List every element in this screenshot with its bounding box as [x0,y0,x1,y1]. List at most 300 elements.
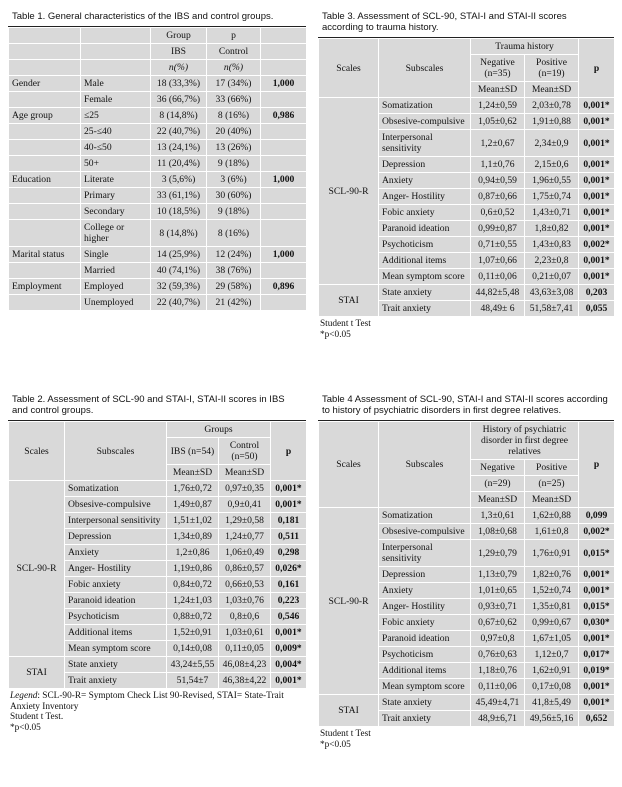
table2-groups-header: Groups [167,422,271,438]
table4-caption: Table 4 Assessment of SCL-90, STAI-I and STAI-II scores according to history of psychiatric disorders in first degree relatives. [318,391,614,421]
group1-mean-sd: 1,13±0,79 [471,567,525,583]
table4-scales-header: Scales [319,422,379,508]
control-value: 38 (76%) [207,263,261,279]
table-row [9,204,307,220]
scale-label-scl90r: SCL-90-R [319,508,379,695]
p-value: 0,001* [579,98,615,114]
group1-mean-sd: 0,14±0,08 [167,641,219,657]
table-row [9,76,307,92]
row-subcategory: 50+ [81,156,151,172]
group1-mean-sd: 1,08±0,68 [471,524,525,540]
row-category [9,263,81,279]
group1-mean-sd: 1,76±0,72 [167,481,219,497]
table3-group-header: Trauma history [471,39,579,55]
table-row [9,156,307,172]
subscale-name: Mean symptom score [379,269,471,285]
group1-mean-sd: 0,11±0,06 [471,679,525,695]
p-value: 0,001* [579,221,615,237]
group1-mean-sd: 1,24±0,59 [471,98,525,114]
row-category [9,92,81,108]
row-subcategory: 25-≤40 [81,124,151,140]
table1-ibs-header: IBS [151,44,207,60]
group1-mean-sd: 0,71±0,55 [471,237,525,253]
row-subcategory: 40-≤50 [81,140,151,156]
group1-mean-sd: 1,1±0,76 [471,157,525,173]
group2-mean-sd: 1,96±0,55 [525,173,579,189]
group1-mean-sd: 48,49± 6 [471,301,525,317]
table3-scales-header: Scales [319,39,379,98]
subscale-name: Paranoid ideation [379,221,471,237]
table2-notes [8,689,306,735]
table2-panel [8,391,306,735]
subscale-name: Mean symptom score [65,641,167,657]
subscale-name: Additional items [379,663,471,679]
subscale-name: Anger- Hostility [379,599,471,615]
row-subcategory: Single [81,247,151,263]
group1-mean-sd: 1,2±0,86 [167,545,219,561]
subscale-name: Interpersonal sensitivity [65,513,167,529]
p-value: 0,001* [271,481,307,497]
subscale-name: Anxiety [379,173,471,189]
row-category [9,140,81,156]
group1-mean-sd: 1,24±1,03 [167,593,219,609]
group2-mean-sd: 46,08±4,23 [219,657,271,673]
control-value: 13 (26%) [207,140,261,156]
scale-label-stai: STAI [319,695,379,727]
subscale-name: State anxiety [65,657,167,673]
table1-header-row [9,28,307,44]
group2-mean-sd: 1,03±0,61 [219,625,271,641]
ibs-value: 14 (25,9%) [151,247,207,263]
p-value: 0,001* [271,625,307,641]
table-row [9,279,307,295]
group2-mean-sd: 1,12±0,7 [525,647,579,663]
ibs-value: 11 (20,4%) [151,156,207,172]
subscale-name: Psychoticism [379,647,471,663]
subscale-name: Anxiety [379,583,471,599]
table3-panel [318,8,614,342]
group2-mean-sd: 1,61±0,8 [525,524,579,540]
table3-caption: Table 3. Assessment of SCL-90, STAI-I and STAI-II scores according to trauma history. [318,8,614,38]
scale-label-stai: STAI [319,285,379,317]
group1-mean-sd: 0,97±0,8 [471,631,525,647]
subscale-name: Additional items [379,253,471,269]
group1-mean-sd: 1,19±0,86 [167,561,219,577]
p-value: 0,546 [271,609,307,625]
table-row [319,98,615,114]
subscale-name: Mean symptom score [379,679,471,695]
table4 [318,421,614,727]
row-category [9,124,81,140]
p-value [261,92,307,108]
subscale-name: Depression [379,567,471,583]
p-value: 0,001* [579,695,615,711]
table4-mean-sd: Mean±SD [525,492,579,508]
subscale-name: Obsesive-compulsive [379,114,471,130]
row-category: Employment [9,279,81,295]
group1-mean-sd: 0,6±0,52 [471,205,525,221]
p-value: 0,004* [271,657,307,673]
ibs-value: 32 (59,3%) [151,279,207,295]
ibs-value: 40 (74,1%) [151,263,207,279]
group1-mean-sd: 1,3±0,61 [471,508,525,524]
p-value: 0,001* [579,173,615,189]
p-value: 0,001* [579,205,615,221]
table4-body [319,508,615,727]
group2-mean-sd: 1,82±0,76 [525,567,579,583]
p-value: 0,015* [579,599,615,615]
table3-notes [318,317,614,342]
group1-mean-sd: 0,88±0,72 [167,609,219,625]
table3-subscales-header: Subscales [379,39,471,98]
p-value: 0,652 [579,711,615,727]
table4-panel [318,391,614,752]
table4-negative-header: Negative [471,460,525,476]
table4-note-test: Student t Test [320,729,371,739]
row-category [9,295,81,311]
control-value: 8 (16%) [207,108,261,124]
p-value: 0,015* [579,540,615,567]
table2-note-p: *p<0.05 [10,722,41,733]
table-row [9,172,307,188]
row-subcategory: Unemployed [81,295,151,311]
row-category [9,204,81,220]
subscale-name: Paranoid ideation [65,593,167,609]
table4-p-header: p [579,422,615,508]
subscale-name: Depression [65,529,167,545]
group2-mean-sd: 2,34±0,9 [525,130,579,157]
p-value: 0,001* [579,253,615,269]
p-value: 1,000 [261,172,307,188]
ibs-value: 22 (40,7%) [151,295,207,311]
group2-mean-sd: 1,67±1,05 [525,631,579,647]
p-value: 0,001* [579,631,615,647]
table1-n-percent: n(%) [151,60,207,76]
table2-mean-sd: Mean±SD [167,465,219,481]
control-value: 17 (34%) [207,76,261,92]
table1-control-header: Control [207,44,261,60]
p-value: 0,026* [271,561,307,577]
p-value: 0,002* [579,524,615,540]
table2-subscales-header: Subscales [65,422,167,481]
row-subcategory: Literate [81,172,151,188]
row-subcategory: Married [81,263,151,279]
group2-mean-sd: 2,15±0,6 [525,157,579,173]
row-subcategory: Female [81,92,151,108]
table1-unit-row [9,60,307,76]
p-value: 1,000 [261,247,307,263]
p-value: 0,986 [261,108,307,124]
table1-caption: Table 1. General characteristics of the IBS and control groups. [8,8,306,27]
row-category: Age group [9,108,81,124]
subscale-name: Anger- Hostility [379,189,471,205]
table4-subscales-header: Subscales [379,422,471,508]
group2-mean-sd: 1,43±0,71 [525,205,579,221]
p-value: 0,001* [579,269,615,285]
subscale-name: Depression [379,157,471,173]
table3-note-test: Student t Test [320,319,371,329]
group1-mean-sd: 0,76±0,63 [471,647,525,663]
group2-mean-sd: 1,06±0,49 [219,545,271,561]
p-value [261,295,307,311]
control-value: 33 (66%) [207,92,261,108]
p-value: 0,203 [579,285,615,301]
group2-mean-sd: 0,9±0,41 [219,497,271,513]
group2-mean-sd: 41,8±5,49 [525,695,579,711]
table3-p-header: p [579,39,615,98]
p-value: 0,001* [579,567,615,583]
table-row [9,140,307,156]
p-value [261,124,307,140]
table1-n-percent: n(%) [207,60,261,76]
subscale-name: Paranoid ideation [379,631,471,647]
group1-mean-sd: 0,93±0,71 [471,599,525,615]
subscale-name: State anxiety [379,285,471,301]
scale-label-scl90r: SCL-90-R [319,98,379,285]
ibs-value: 3 (5,6%) [151,172,207,188]
control-value: 21 (42%) [207,295,261,311]
p-value [261,188,307,204]
group1-mean-sd: 0,99±0,87 [471,221,525,237]
group2-mean-sd: 0,66±0,53 [219,577,271,593]
subscale-name: Fobic anxiety [65,577,167,593]
group2-mean-sd: 1,29±0,58 [219,513,271,529]
group2-mean-sd: 1,75±0,74 [525,189,579,205]
table-row [9,220,307,247]
table3 [318,38,614,317]
table-row [9,263,307,279]
row-subcategory: Male [81,76,151,92]
subscale-name: Trait anxiety [379,711,471,727]
subscale-name: Interpersonal sensitivity [379,130,471,157]
table4-note-p: *p<0.05 [320,739,351,750]
control-value: 9 (18%) [207,204,261,220]
table1-body [9,76,307,311]
group2-mean-sd: 0,21±0,07 [525,269,579,285]
row-category [9,188,81,204]
control-value: 8 (16%) [207,220,261,247]
table2-mean-sd: Mean±SD [219,465,271,481]
row-category: Gender [9,76,81,92]
group2-mean-sd: 0,17±0,08 [525,679,579,695]
group2-mean-sd: 0,99±0,67 [525,615,579,631]
p-value: 1,000 [261,76,307,92]
table-row [9,247,307,263]
group1-mean-sd: 1,29±0,79 [471,540,525,567]
group1-mean-sd: 0,67±0,62 [471,615,525,631]
table4-mean-sd: Mean±SD [471,492,525,508]
subscale-name: Obsesive-compulsive [379,524,471,540]
table3-negative-header: Negative (n=35) [471,55,525,82]
p-value: 0,002* [579,237,615,253]
table-row [9,124,307,140]
group2-mean-sd: 1,35±0,81 [525,599,579,615]
control-value: 3 (6%) [207,172,261,188]
table3-body [319,98,615,317]
p-value: 0,001* [579,583,615,599]
table1-p-header: p [207,28,261,44]
table2 [8,421,306,689]
control-value: 30 (60%) [207,188,261,204]
ibs-value: 13 (24,1%) [151,140,207,156]
table-row [319,508,615,524]
group2-mean-sd: 51,58±7,41 [525,301,579,317]
table4-positive-n: (n=25) [525,476,579,492]
p-value: 0,001* [271,497,307,513]
table4-group-header: History of psychiatric disorder in first degree relatives [471,422,579,460]
p-value: 0,298 [271,545,307,561]
group2-mean-sd: 1,52±0,74 [525,583,579,599]
control-value: 20 (40%) [207,124,261,140]
table2-ibs-header: IBS (n=54) [167,438,219,465]
table3-mean-sd: Mean±SD [471,82,525,98]
table-row [9,92,307,108]
p-value: 0,223 [271,593,307,609]
p-value: 0,896 [261,279,307,295]
p-value [261,156,307,172]
group1-mean-sd: 51,54±7 [167,673,219,689]
group2-mean-sd: 1,91±0,88 [525,114,579,130]
group2-mean-sd: 1,62±0,88 [525,508,579,524]
ibs-value: 36 (66,7%) [151,92,207,108]
table2-note-test: Student t Test. [10,712,64,722]
group1-mean-sd: 0,94±0,59 [471,173,525,189]
table-row [319,285,615,301]
subscale-name: Somatization [65,481,167,497]
row-category [9,156,81,172]
p-value: 0,181 [271,513,307,529]
subscale-name: Interpersonal sensitivity [379,540,471,567]
table4-notes [318,727,614,752]
p-value [261,204,307,220]
p-value: 0,001* [579,189,615,205]
group2-mean-sd: 46,38±4,22 [219,673,271,689]
row-category: Marital status [9,247,81,263]
group2-mean-sd: 1,8±0,82 [525,221,579,237]
p-value: 0,001* [579,130,615,157]
p-value: 0,055 [579,301,615,317]
group2-mean-sd: 0,11±0,05 [219,641,271,657]
p-value: 0,099 [579,508,615,524]
p-value: 0,511 [271,529,307,545]
group1-mean-sd: 1,49±0,87 [167,497,219,513]
scale-label-scl90r: SCL-90-R [9,481,65,657]
group1-mean-sd: 43,24±5,55 [167,657,219,673]
group1-mean-sd: 45,49±4,71 [471,695,525,711]
group1-mean-sd: 0,11±0,06 [471,269,525,285]
row-category: Education [9,172,81,188]
subscale-name: Psychoticism [65,609,167,625]
group1-mean-sd: 0,87±0,66 [471,189,525,205]
subscale-name: Trait anxiety [65,673,167,689]
subscale-name: Anger- Hostility [65,561,167,577]
table-row [9,295,307,311]
table2-caption: Table 2. Assessment of SCL-90 and STAI-I, STAI-II scores in IBS and control groups. [8,391,306,421]
subscale-name: Trait anxiety [379,301,471,317]
group2-mean-sd: 49,56±5,16 [525,711,579,727]
control-value: 29 (58%) [207,279,261,295]
subscale-name: Additional items [65,625,167,641]
table-row [9,657,307,673]
group1-mean-sd: 1,34±0,89 [167,529,219,545]
row-category [9,220,81,247]
table4-negative-n: (n=29) [471,476,525,492]
subscale-name: State anxiety [379,695,471,711]
row-subcategory: ≤25 [81,108,151,124]
group1-mean-sd: 1,07±0,66 [471,253,525,269]
group1-mean-sd: 1,01±0,65 [471,583,525,599]
table3-positive-header: Positive (n=19) [525,55,579,82]
ibs-value: 18 (33,3%) [151,76,207,92]
group1-mean-sd: 0,84±0,72 [167,577,219,593]
p-value: 0,030* [579,615,615,631]
table-row [319,695,615,711]
group2-mean-sd: 2,23±0,8 [525,253,579,269]
ibs-value: 22 (40,7%) [151,124,207,140]
p-value [261,140,307,156]
table2-control-header: Control (n=50) [219,438,271,465]
ibs-value: 33 (61,1%) [151,188,207,204]
group1-mean-sd: 1,05±0,62 [471,114,525,130]
row-subcategory: Primary [81,188,151,204]
p-value: 0,001* [579,157,615,173]
table2-legend: Legend: SCL-90-R= Symptom Check List 90-Revised, STAI= State-Trait Anxiety Inventory [10,691,284,712]
p-value [261,263,307,279]
table1-subheader-row [9,44,307,60]
group2-mean-sd: 0,8±0,6 [219,609,271,625]
subscale-name: Fobic anxiety [379,615,471,631]
group2-mean-sd: 1,62±0,91 [525,663,579,679]
p-value: 0,001* [579,114,615,130]
table1 [8,27,306,311]
table3-note-p: *p<0.05 [320,329,351,340]
p-value: 0,161 [271,577,307,593]
group2-mean-sd: 1,76±0,91 [525,540,579,567]
group1-mean-sd: 48,9±6,71 [471,711,525,727]
table-row [9,188,307,204]
table2-scales-header: Scales [9,422,65,481]
group2-mean-sd: 1,03±0,76 [219,593,271,609]
p-value: 0,009* [271,641,307,657]
p-value: 0,001* [271,673,307,689]
group2-mean-sd: 2,03±0,78 [525,98,579,114]
table1-group-header: Group [151,28,207,44]
group2-mean-sd: 1,24±0,77 [219,529,271,545]
table2-p-header: p [271,422,307,481]
p-value: 0,019* [579,663,615,679]
group1-mean-sd: 1,52±0,91 [167,625,219,641]
group1-mean-sd: 1,2±0,67 [471,130,525,157]
subscale-name: Psychoticism [379,237,471,253]
subscale-name: Somatization [379,98,471,114]
table1-panel [8,8,306,311]
subscale-name: Anxiety [65,545,167,561]
table-row [9,481,307,497]
row-subcategory: College or higher [81,220,151,247]
table3-mean-sd: Mean±SD [525,82,579,98]
group2-mean-sd: 0,97±0,35 [219,481,271,497]
subscale-name: Obsesive-compulsive [65,497,167,513]
table4-positive-header: Positive [525,460,579,476]
scale-label-stai: STAI [9,657,65,689]
table-row [9,108,307,124]
subscale-name: Fobic anxiety [379,205,471,221]
group1-mean-sd: 44,82±5,48 [471,285,525,301]
subscale-name: Somatization [379,508,471,524]
group2-mean-sd: 43,63±3,08 [525,285,579,301]
control-value: 9 (18%) [207,156,261,172]
ibs-value: 8 (14,8%) [151,108,207,124]
